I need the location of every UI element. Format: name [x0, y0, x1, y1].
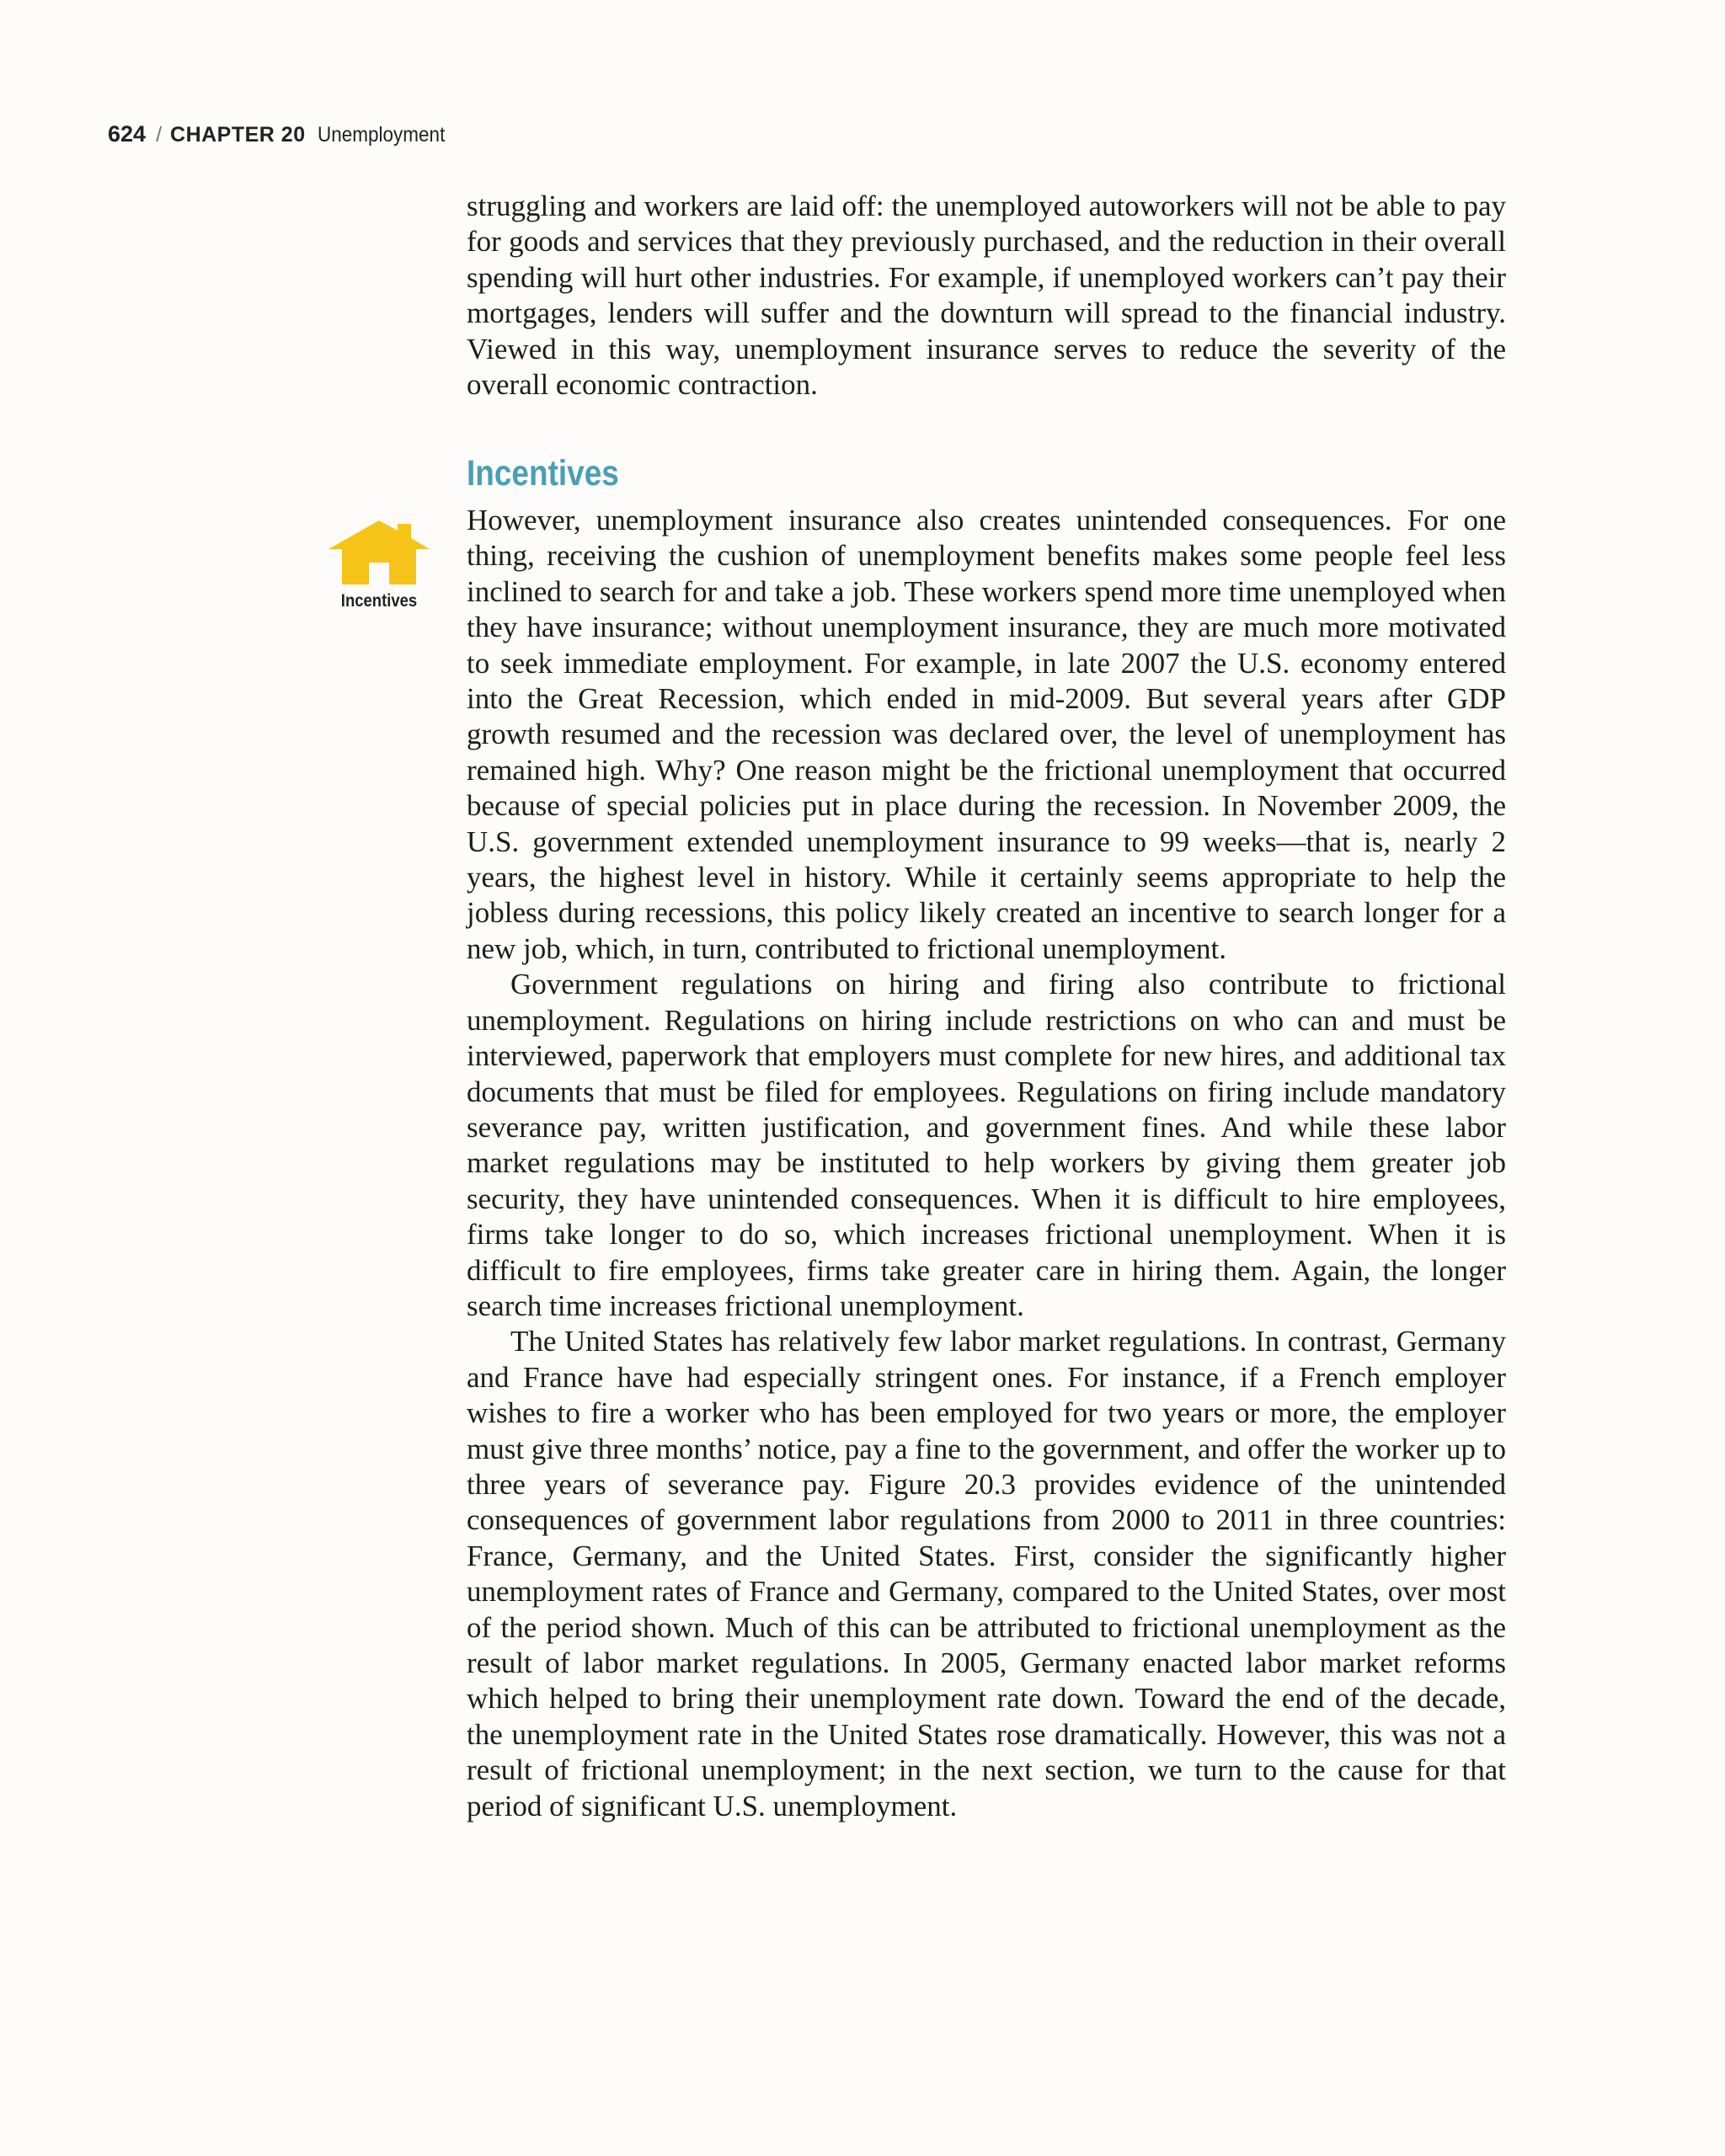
incentives-margin-icon	[323, 519, 435, 611]
margin-icon-label: Incentives	[340, 591, 418, 611]
page-number: 624	[108, 121, 147, 147]
intro-text-block	[467, 189, 1506, 403]
body-paragraph: The United States has relatively few labor market regulations. In contrast, Germany and France have had especially stringent ones. For instance, if a French employer wishes to fire a worker who has been employed for two years or more, the employer must give three months’ notice, pay a fine to the government, and offer the worker up to three years of severance pay. Figure 20.3 provides evidence of the unintended consequences of government labor regulations from 2000 to 2011 in three countries: France, Germany, and the United States. First, consider the significantly higher unemployment rates of France and Germany, compared to the United States, over most of the period shown. Much of this can be attributed to frictional unemployment as the result of labor market regulations. In 2005, Germany enacted labor market reforms which helped to bring their unemployment rate down. Toward the end of the decade, the unemployment rate in the United States rose dramatically. However, this was not a result of frictional unemployment; in the next section, we turn to the cause for that period of significant U.S. unemployment.	[467, 1325, 1506, 1822]
house-icon	[327, 519, 431, 586]
running-header	[108, 121, 459, 147]
section-body	[467, 503, 1506, 1824]
chapter-label: CHAPTER 20	[170, 123, 306, 147]
body-paragraph: However, unemployment insurance also creates unintended consequences. For one thing, receiving the cushion of unemployment benefits makes some people feel less inclined to search for and take a job. These workers spend more time unemployed when they have insurance; without unemployment insurance, they are much more motivated to seek immediate employment. For example, in late 2007 the U.S. economy entered into the Great Recession, which ended in mid-2009. But several years after GDP growth resumed and the recession was declared over, the level of unemployment has remained high. Why? One reason might be the frictional unemployment that occurred because of special policies put in place during the recession. In November 2009, the U.S. government extended unemployment insurance to 99 weeks—that is, nearly 2 years, the highest level in history. While it certainly seems appropriate to help the jobless during recessions, this policy likely created an incentive to search longer for a new job, which, in turn, contributed to frictional unemployment.	[467, 504, 1506, 965]
body-paragraph: Government regulations on hiring and firing also contribute to frictional unemployment. Regulations on hiring include restrictions on who can and must be interviewed, paperwork that employers must complete for new hires, and additional tax documents that must be filed for employees. Regulations on firing include mandatory severance pay, written justification, and government fines. And while these labor market regulations may be instituted to help workers by giving them greater job security, they have unintended consequences. When it is difficult to hire employees, firms take longer to do so, which increases frictional unemployment. When it is difficult to fire employees, firms take greater care in hiring them. Again, the longer search time increases frictional unemployment.	[467, 968, 1506, 1322]
intro-paragraph: struggling and workers are laid off: the unemployed autoworkers will not be able to pay for goods and services that they previously purchased, and the reduction in their overall spending will hurt other industries. For example, if unemployed workers can’t pay their mortgages, lenders will suffer and the downturn will spread to the financial industry. Viewed in this way, unemployment insurance serves to reduce the severity of the overall economic contraction.	[467, 189, 1506, 402]
section-heading: Incentives	[467, 453, 619, 494]
chapter-title: Unemployment	[317, 123, 445, 147]
header-separator: /	[156, 123, 163, 147]
